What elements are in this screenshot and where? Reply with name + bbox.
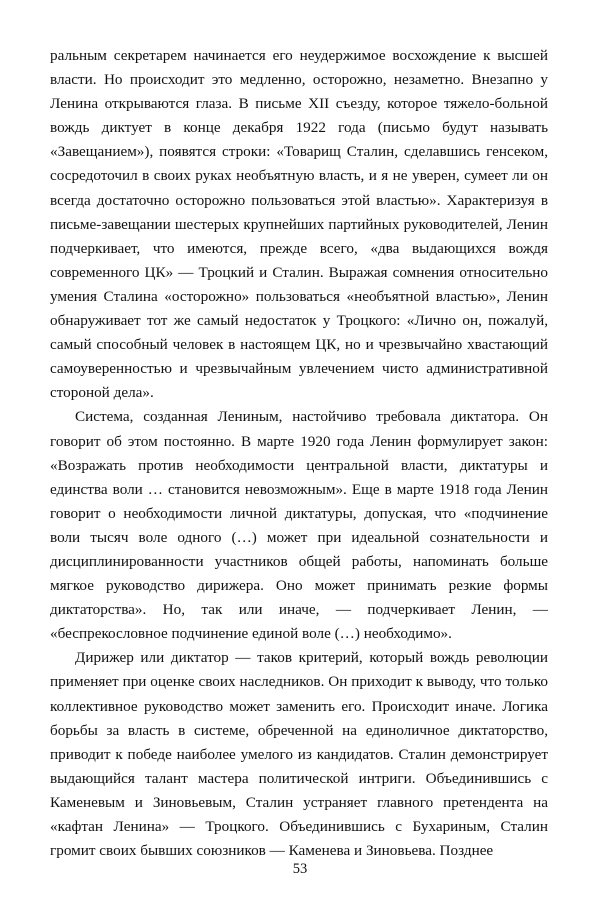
paragraph: ральным секретарем начинается его неудержимое восхождение к высшей власти. Но происходит это медленно, осторожно, незаметно. Внезапно у Ленина открываются глаза. В письме XII съезду, которое тяжело-больной вождь диктует в конце декабря 1922 года (письмо будут называть «Завещанием»), появятся строки: «Товарищ Сталин, сделавшись генсеком, сосредоточил в своих руках необъятную власть, и я не уверен, сумеет ли он всегда достаточно осторожно пользоваться этой властью». Характеризуя в письме-завещании шестерых крупнейших партийных руководителей, Ленин подчеркивает, что имеются, прежде всего, «два выдающихся вождя современного ЦК» — Троцкий и Сталин. Выражая сомнения относительно умения Сталина «осторожно» пользоваться «необъятной властью», Ленин обнаруживает тот же самый недостаток у Троцкого: «Лично он, пожалуй, самый способный человек в настоящем ЦК, но и чрезвычайно хвастающий самоуверенностью и чрезвычайным увлечением чисто административной стороной дела». [50,47,548,402]
page-number: 53 [292,861,308,877]
page-body [50,44,548,863]
paragraph: Дирижер или диктатор — таков критерий, который вождь революции применяет при оценке своих наследников. Он приходит к выводу, что только коллективное руководство может заменить его. Происходит иначе. Логика борьбы за власть в системе, обреченной на единоличное диктаторство, приводит к победе наиболее умелого из кандидатов. Сталин демонстрирует выдающийся талант мастера политической интриги. Объединившись с Каменевым и Зиновьевым, Сталин устраняет главного претендента на «кафтан Ленина» — Троцкого. Объединившись с Бухариным, Сталин громит своих бывших союзников — Каменева и Зиновьева. Позднее [50,649,548,860]
paragraph: Система, созданная Лениным, настойчиво требовала диктатора. Он говорит об этом постоянно. В марте 1920 года Ленин формулирует закон: «Возражать против необходимости центральной власти, диктатуры и единства воли … становится невозможным». Еще в марте 1918 года Ленин говорит о необходимости личной диктатуры, допуская, что «подчинение воли тысяч воле одного (…) может при идеальной сознательности и дисциплинированности участников общей работы, напоминать больше мягкое руководство дирижера. Оно может принимать резкие формы диктаторства». Но, так или иначе, — подчеркивает Ленин, — «беспрекословное подчинение единой воле (…) необходимо». [50,408,548,643]
